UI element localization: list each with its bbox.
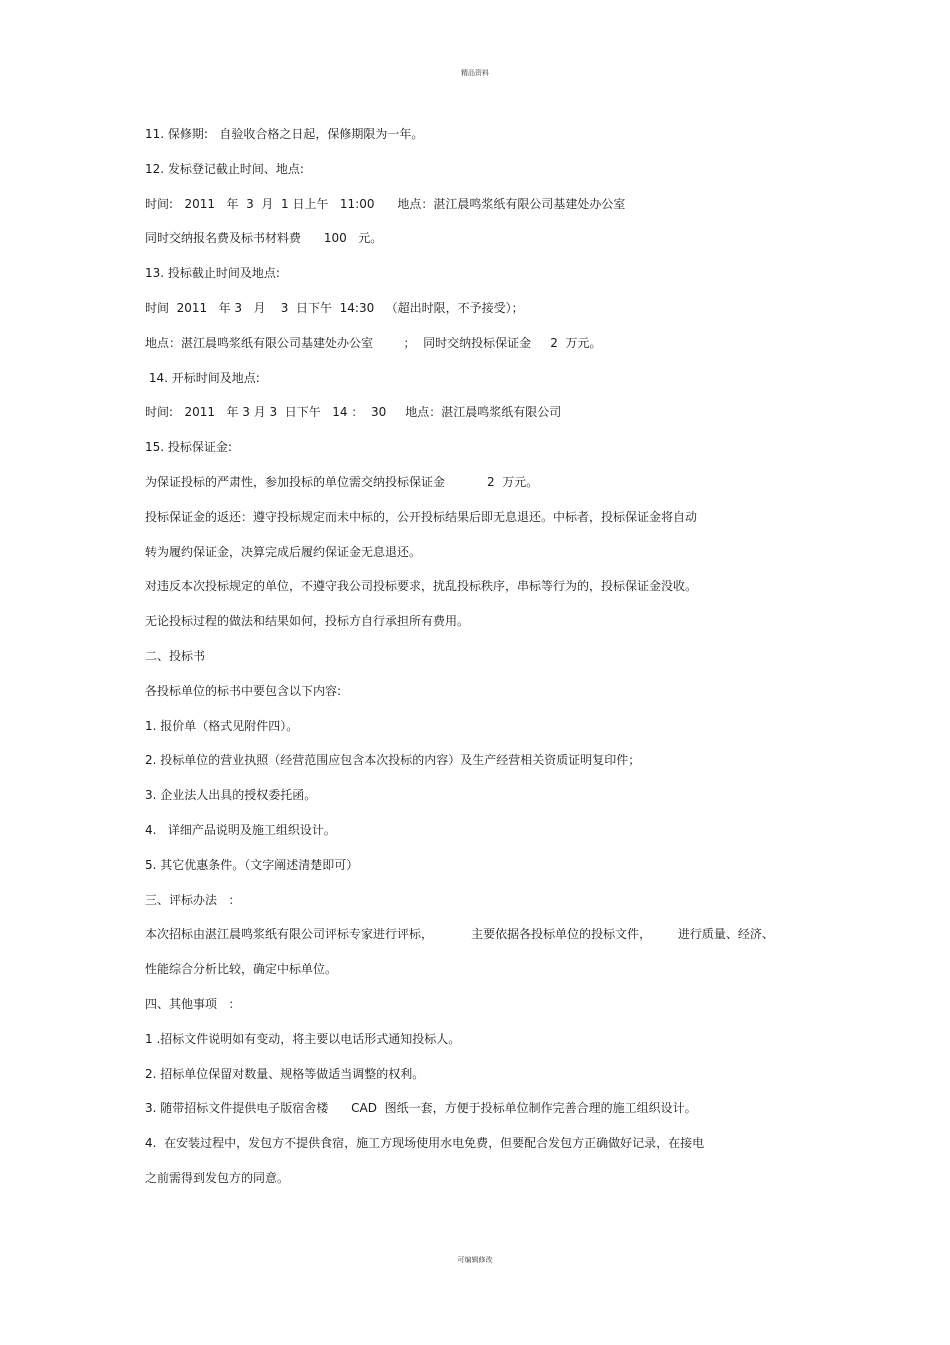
text-line: 地点：湛江晨鸣浆纸有限公司基建处办公室 ； 同时交纳投标保证金 2 万元。 — [145, 335, 602, 350]
page-footer: 可编辑修改 — [457, 1256, 493, 1264]
text-line: 14. 开标时间及地点: — [145, 370, 260, 385]
text-line: 时间 2011 年 3 月 3 日下午 14:30 （超出时限，不予接受）； — [145, 300, 524, 315]
section-heading: 三、评标办法 ： — [145, 892, 241, 907]
text-line: 12. 发标登记截止时间、地点: — [145, 161, 304, 176]
text-line: 2. 投标单位的营业执照（经营范围应包含本次投标的内容）及生产经营相关资质证明复印件； — [145, 753, 641, 768]
text-line: 1. 报价单（格式见附件四）。 — [145, 718, 299, 733]
text-line: 转为履约保证金，决算完成后履约保证金无息退还。 — [145, 544, 422, 559]
text-line: 5. 其它优惠条件。（文字阐述清楚即可） — [145, 857, 359, 872]
text-line: 4. 在安装过程中，发包方不提供食宿，施工方现场使用水电免费，但要配合发包方正确做好记录，在接电 — [145, 1136, 705, 1151]
text-line: 13. 投标截止时间及地点: — [145, 266, 280, 281]
document-body — [145, 124, 835, 1203]
text-line: 投标保证金的返还：遵守投标规定而未中标的，公开投标结果后即无息退还。中标者，投标保证金将自动 — [145, 509, 698, 524]
text-line: 2. 招标单位保留对数量、规格等做适当调整的权利。 — [145, 1066, 425, 1081]
text-line: 4. 详细产品说明及施工组织设计。 — [145, 822, 336, 837]
text-line: 同时交纳报名费及标书材料费 100 元。 — [145, 231, 383, 246]
text-line: 3. 随带招标文件提供电子版宿舍楼 CAD 图纸一套，方便于投标单位制作完善合理的施工组织设计。 — [145, 1101, 697, 1116]
text-line: 时间: 2011 年 3 月 1 日上午 11:00 地点：湛江晨鸣浆纸有限公司基建处办公室 — [145, 196, 626, 211]
section-heading: 四、其他事项 ： — [145, 996, 241, 1011]
text-line: 3. 企业法人出具的授权委托函。 — [145, 788, 317, 803]
section-heading: 二、投标书 — [145, 648, 206, 663]
text-line: 15. 投标保证金: — [145, 440, 232, 455]
text-line: 为保证投标的严肃性，参加投标的单位需交纳投标保证金 2 万元。 — [145, 474, 539, 489]
text-line: 本次招标由湛江晨鸣浆纸有限公司评标专家进行评标， 主要依据各投标单位的投标文件， 进行质量、经济、 — [145, 927, 774, 942]
text-line: 性能综合分析比较，确定中标单位。 — [145, 962, 338, 977]
text-line: 对违反本次投标规定的单位，不遵守我公司投标要求，扰乱投标秩序，串标等行为的，投标保证金没收。 — [145, 579, 698, 594]
text-line: 各投标单位的标书中要包含以下内容: — [145, 683, 342, 698]
text-line: 时间: 2011 年 3 月 3 日下午 14 ： 30 地点：湛江晨鸣浆纸有限公司 — [145, 405, 562, 420]
text-line: 无论投标过程的做法和结果如何，投标方自行承担所有费用。 — [145, 614, 470, 629]
text-line: 之前需得到发包方的同意。 — [145, 1170, 290, 1185]
page-header: 精品资料 — [461, 69, 489, 77]
text-line: 11. 保修期: 自验收合格之日起，保修期限为一年。 — [145, 127, 424, 141]
text-line: 1 .招标文件说明如有变动，将主要以电话形式通知投标人。 — [145, 1031, 461, 1046]
